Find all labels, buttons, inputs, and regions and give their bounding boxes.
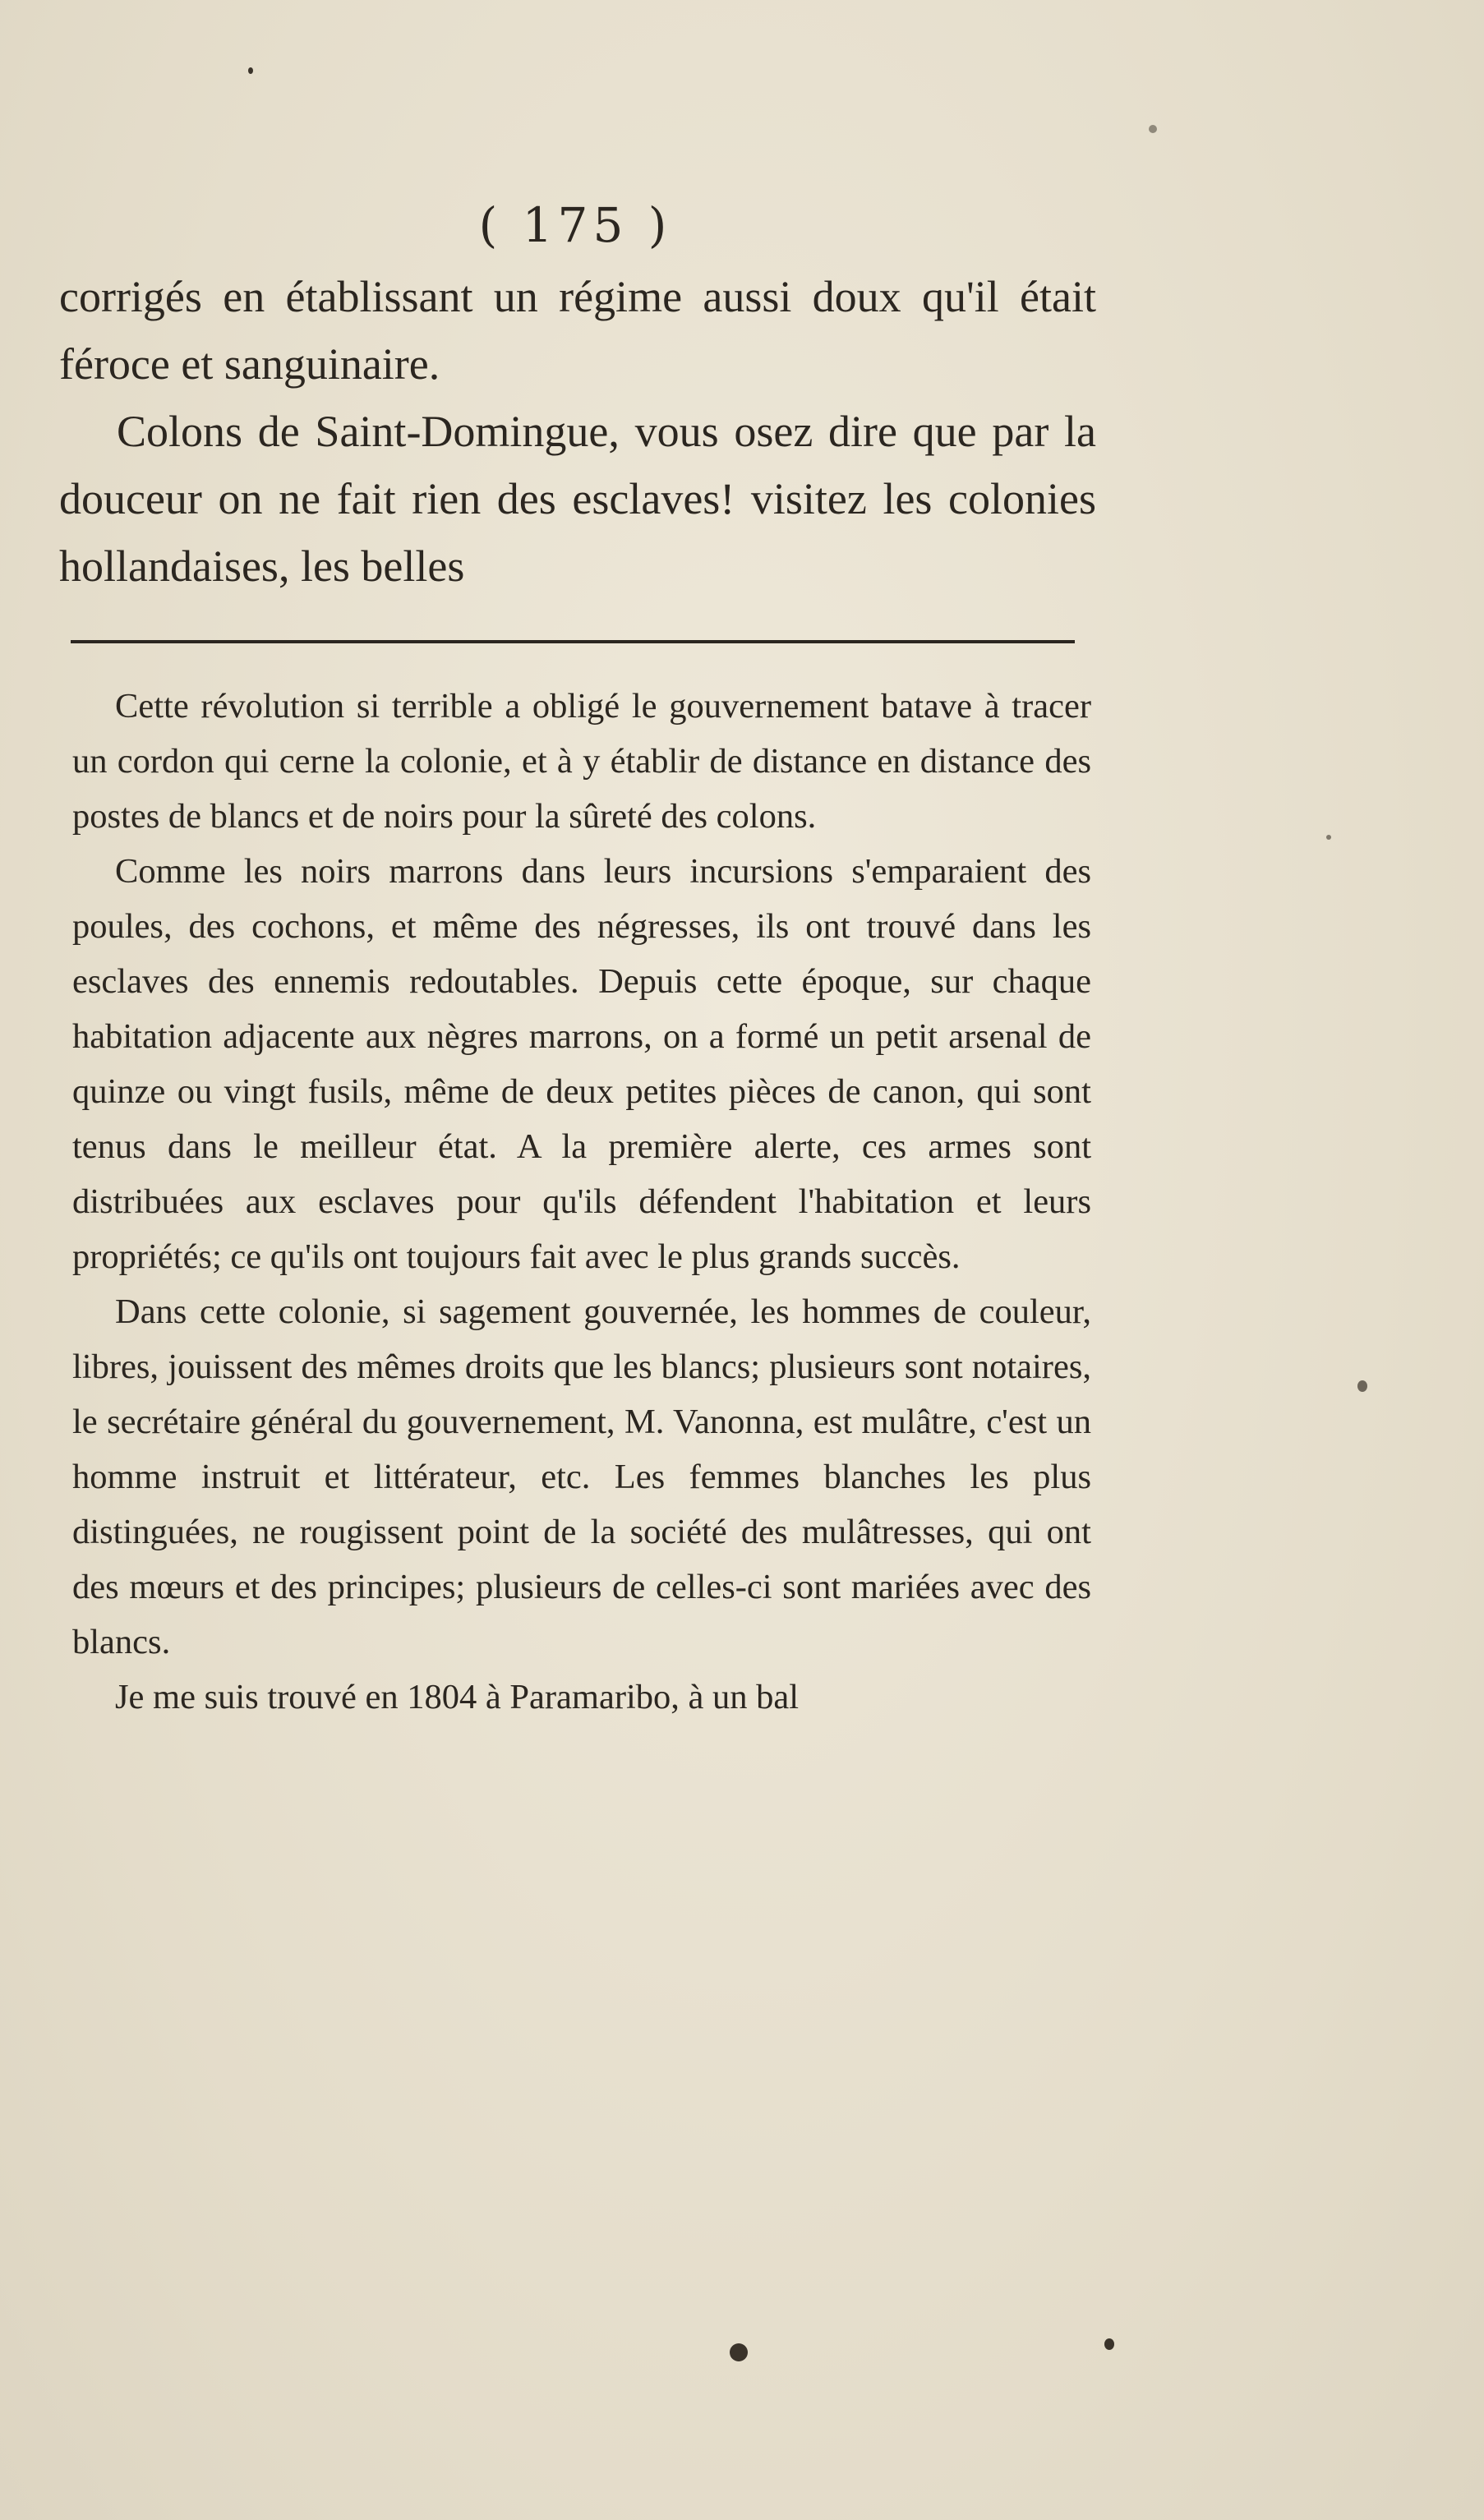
footnote-paragraph: Comme les noirs marrons dans leurs incursions s'emparaient des poules, des cochons, et même des négresses, ils ont trouvé dans les esclaves des ennemis redoutables. Depuis cette époque, sur chaque habitation adjacente aux nègres marrons, on a formé un petit arsenal de quinze ou vingt fusils, même de deux petites pièces de canon, qui sont tenus dans le meilleur état. A la première alerte, ces armes sont distribuées aux esclaves pour qu'ils défendent l'habitation et leurs propriétés; ce qu'ils ont toujours fait avec le plus grands succès. (72, 852, 1091, 1276)
main-text-block (59, 263, 1096, 600)
paper-speck (1149, 125, 1157, 133)
paper-speck (1104, 2338, 1114, 2350)
main-paragraph: Colons de Saint-Domingue, vous osez dire que par la douceur on ne fait rien des esclaves! visitez les colonies hollandaises, les belles (59, 407, 1096, 591)
footnote-separator-rule (71, 640, 1075, 643)
paper-speck (730, 2343, 748, 2361)
paper-speck (1357, 1380, 1367, 1392)
footnote-paragraph: Cette révolution si terrible a obligé le gouvernement batave à tracer un cordon qui cerne la colonie, et à y établir de distance en distance des postes de blancs et de noirs pour la sûreté des colons. (72, 687, 1091, 836)
paper-speck (248, 67, 253, 74)
main-paragraph: corrigés en établissant un régime aussi doux qu'il était féroce et sanguinaire. (59, 272, 1096, 389)
page-number: ( 175 ) (478, 197, 672, 253)
footnote-block (72, 679, 1091, 1725)
paper-speck (1326, 835, 1331, 840)
footnote-paragraph: Je me suis trouvé en 1804 à Paramaribo, à un bal (115, 1678, 800, 1716)
footnote-paragraph: Dans cette colonie, si sagement gouvernée, les hommes de couleur, libres, jouissent des mêmes droits que les blancs; plusieurs sont notaires, le secrétaire général du gouvernement, M. Vanonna, est mulâtre, c'est un homme instruit et littérateur, etc. Les femmes blanches les plus distinguées, ne rougissent point de la société des mulâtresses, qui ont des mœurs et des principes; plusieurs de celles-ci sont mariées avec des blancs. (72, 1292, 1091, 1661)
